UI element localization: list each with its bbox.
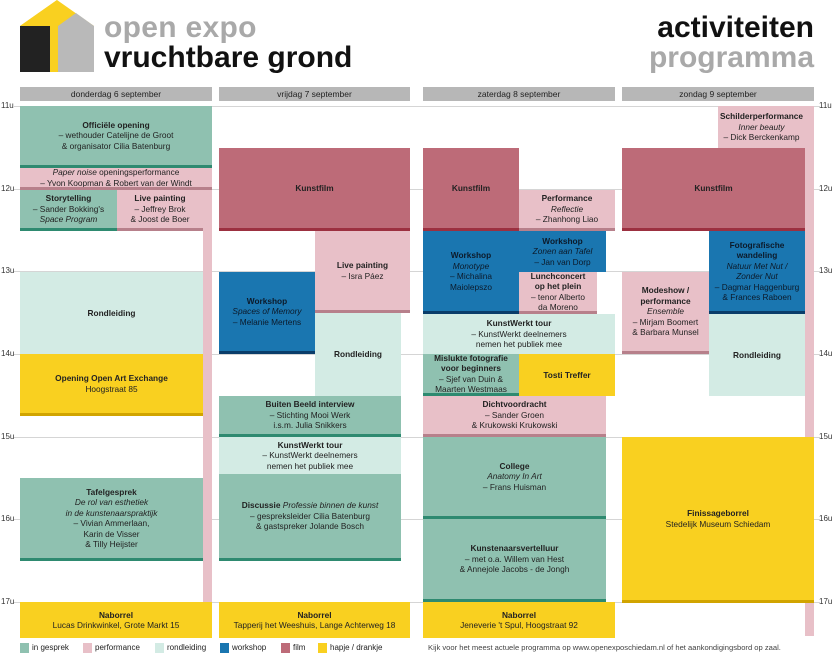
legend-film: film — [281, 642, 305, 654]
legend-rondleiding: rondleiding — [155, 642, 206, 654]
expo-subtitle: vruchtbare grond — [104, 41, 353, 74]
event-kunstfilm-sun[interactable]: Kunstfilm — [622, 148, 805, 231]
event-naborrel-fri[interactable]: Naborrel Tapperij het Weeshuis, Lange Achterweg 18 — [219, 602, 410, 638]
hour-label: 14u — [1, 349, 15, 358]
hour-label: 13u — [819, 266, 833, 275]
legend-hapje: hapje / drankje — [318, 642, 382, 654]
program-subtitle: programma — [648, 41, 814, 74]
hour-label: 12u — [819, 184, 833, 193]
event-lunchconcert[interactable]: Lunchconcert op het plein – tenor Alberto da Moreno — [519, 272, 597, 314]
event-kunstfilm-fri[interactable]: Kunstfilm — [219, 148, 410, 231]
hour-label: 14u — [819, 349, 833, 358]
event-kunstfilm-sat[interactable]: Kunstfilm — [423, 148, 519, 231]
event-workshop-spaces[interactable]: Workshop Spaces of Memory – Melanie Mertens — [219, 272, 315, 354]
legend-in-gesprek: in gesprek — [20, 642, 69, 654]
hour-label: 11u — [819, 101, 832, 110]
legend-swatch — [281, 643, 290, 653]
event-modeshow[interactable]: Modeshow / performance Ensemble – Mirjam Boomert & Barbara Munsel — [622, 272, 709, 354]
event-naborrel-thu[interactable]: Naborrel Lucas Drinkwinkel, Grote Markt 15 — [20, 602, 212, 638]
event-workshop-zonen[interactable]: Workshop Zonen aan Tafel – Jan van Dorp — [519, 231, 606, 272]
event-kunstwerkt-tour-sat[interactable]: KunstWerkt tour – KunstWerkt deelnemers nemen het publiek mee — [423, 314, 615, 354]
hour-label: 17u — [819, 597, 833, 606]
hour-label: 16u — [1, 514, 15, 523]
event-dichtvoordracht[interactable]: Dichtvoordracht – Sander Groen & Krukowski Krukowski — [423, 396, 606, 437]
event-college-anatomy[interactable]: College Anatomy In Art – Frans Huisman — [423, 437, 606, 519]
legend-swatch — [220, 643, 229, 653]
hour-label: 13u — [1, 266, 15, 275]
legend-swatch — [155, 643, 164, 653]
event-paper-noise[interactable]: Paper noise openingsperformance – Yvon Koopman & Robert van der Windt — [20, 168, 212, 190]
day-header-sunday: zondag 9 september — [622, 87, 814, 101]
event-opening-art-exchange[interactable]: Opening Open Art Exchange Hoogstraat 85 — [20, 354, 203, 416]
day-header-friday: vrijdag 7 september — [219, 87, 410, 101]
event-performance-reflectie[interactable]: Performance Reflectie – Zhanhong Liao — [519, 190, 615, 231]
hour-label: 11u — [1, 101, 14, 110]
legend-swatch — [20, 643, 29, 653]
event-mislukte-fotografie[interactable]: Mislukte fotografie voor beginners – Sjef van Duin & Maarten Westmaas — [423, 354, 519, 396]
event-workshop-monotype[interactable]: Workshop Monotype – Michalina Maiolepszo — [423, 231, 519, 314]
event-buiten-beeld[interactable]: Buiten Beeld interview – Stichting Mooi Werk i.s.m. Julia Snikkers — [219, 396, 401, 437]
event-finissageborrel[interactable]: Finissageborrel Stedelijk Museum Schiedam — [622, 437, 814, 603]
legend-performance: performance — [83, 642, 140, 654]
legend-swatch — [318, 643, 327, 653]
event-storytelling[interactable]: Storytelling – Sander Bokking's Space Program — [20, 190, 117, 231]
open-expo-logo — [20, 0, 94, 72]
event-rondleiding-thu[interactable]: Rondleiding — [20, 272, 203, 354]
hour-label: 17u — [1, 597, 15, 606]
hour-label: 16u — [819, 514, 833, 523]
expo-title: open expo — [104, 11, 257, 44]
legend-swatch — [83, 643, 92, 653]
event-naborrel-sat[interactable]: Naborrel Jeneverie 't Spul, Hoogstraat 92 — [423, 602, 615, 638]
event-rondleiding-fri[interactable]: Rondleiding — [315, 313, 401, 396]
program-title: activiteiten — [657, 11, 814, 44]
event-live-painting-fri[interactable]: Live painting – Isra Páez — [315, 231, 410, 313]
event-kunstenaarsvertelluur[interactable]: Kunstenaarsvertelluur – met o.a. Willem van Hest & Annejole Jacobs - de Jongh — [423, 519, 606, 602]
legend-workshop: workshop — [220, 642, 266, 654]
event-tosti-treffer[interactable]: Tosti Treffer — [519, 354, 615, 396]
event-schilderperformance[interactable]: Schilderperformance Inner beauty – Dick Berckenkamp — [718, 106, 805, 148]
day-header-thursday: donderdag 6 september — [20, 87, 212, 101]
event-tafelgesprek[interactable]: Tafelgesprek De rol van esthetiek in de kunstenaarspraktijk – Vivian Ammerlaan, Karin de Visser & Tilly Heijster — [20, 478, 203, 561]
legend-note: Kijk voor het meest actuele programma op www.openexposchiedam.nl of het aankondigingsbord op zaal. — [428, 643, 781, 652]
event-discussie[interactable]: Discussie Professie binnen de kunst – gespreksleider Cilia Batenburg & gastspreker Jolande Bosch — [219, 474, 401, 561]
event-kunstwerkt-tour-fri[interactable]: KunstWerkt tour – KunstWerkt deelnemers nemen het publiek mee — [219, 437, 401, 474]
event-fotografische-wandeling[interactable]: Fotografische wandeling Natuur Met Nut / Zonder Nut – Dagmar Haggenburg & Frances Raboen — [709, 231, 805, 314]
day-header-saturday: zaterdag 8 september — [423, 87, 615, 101]
event-officiele-opening[interactable]: Officiële opening – wethouder Catelijne de Groot & organisator Cilia Batenburg — [20, 106, 212, 168]
event-rondleiding-sun[interactable]: Rondleiding — [709, 314, 805, 396]
exhibition-strip — [203, 168, 212, 636]
event-live-painting-thu[interactable]: Live painting – Jeffrey Brok & Joost de Boer — [117, 190, 203, 231]
hour-label: 15u — [1, 432, 15, 441]
hour-label: 15u — [819, 432, 833, 441]
hour-label: 12u — [1, 184, 15, 193]
